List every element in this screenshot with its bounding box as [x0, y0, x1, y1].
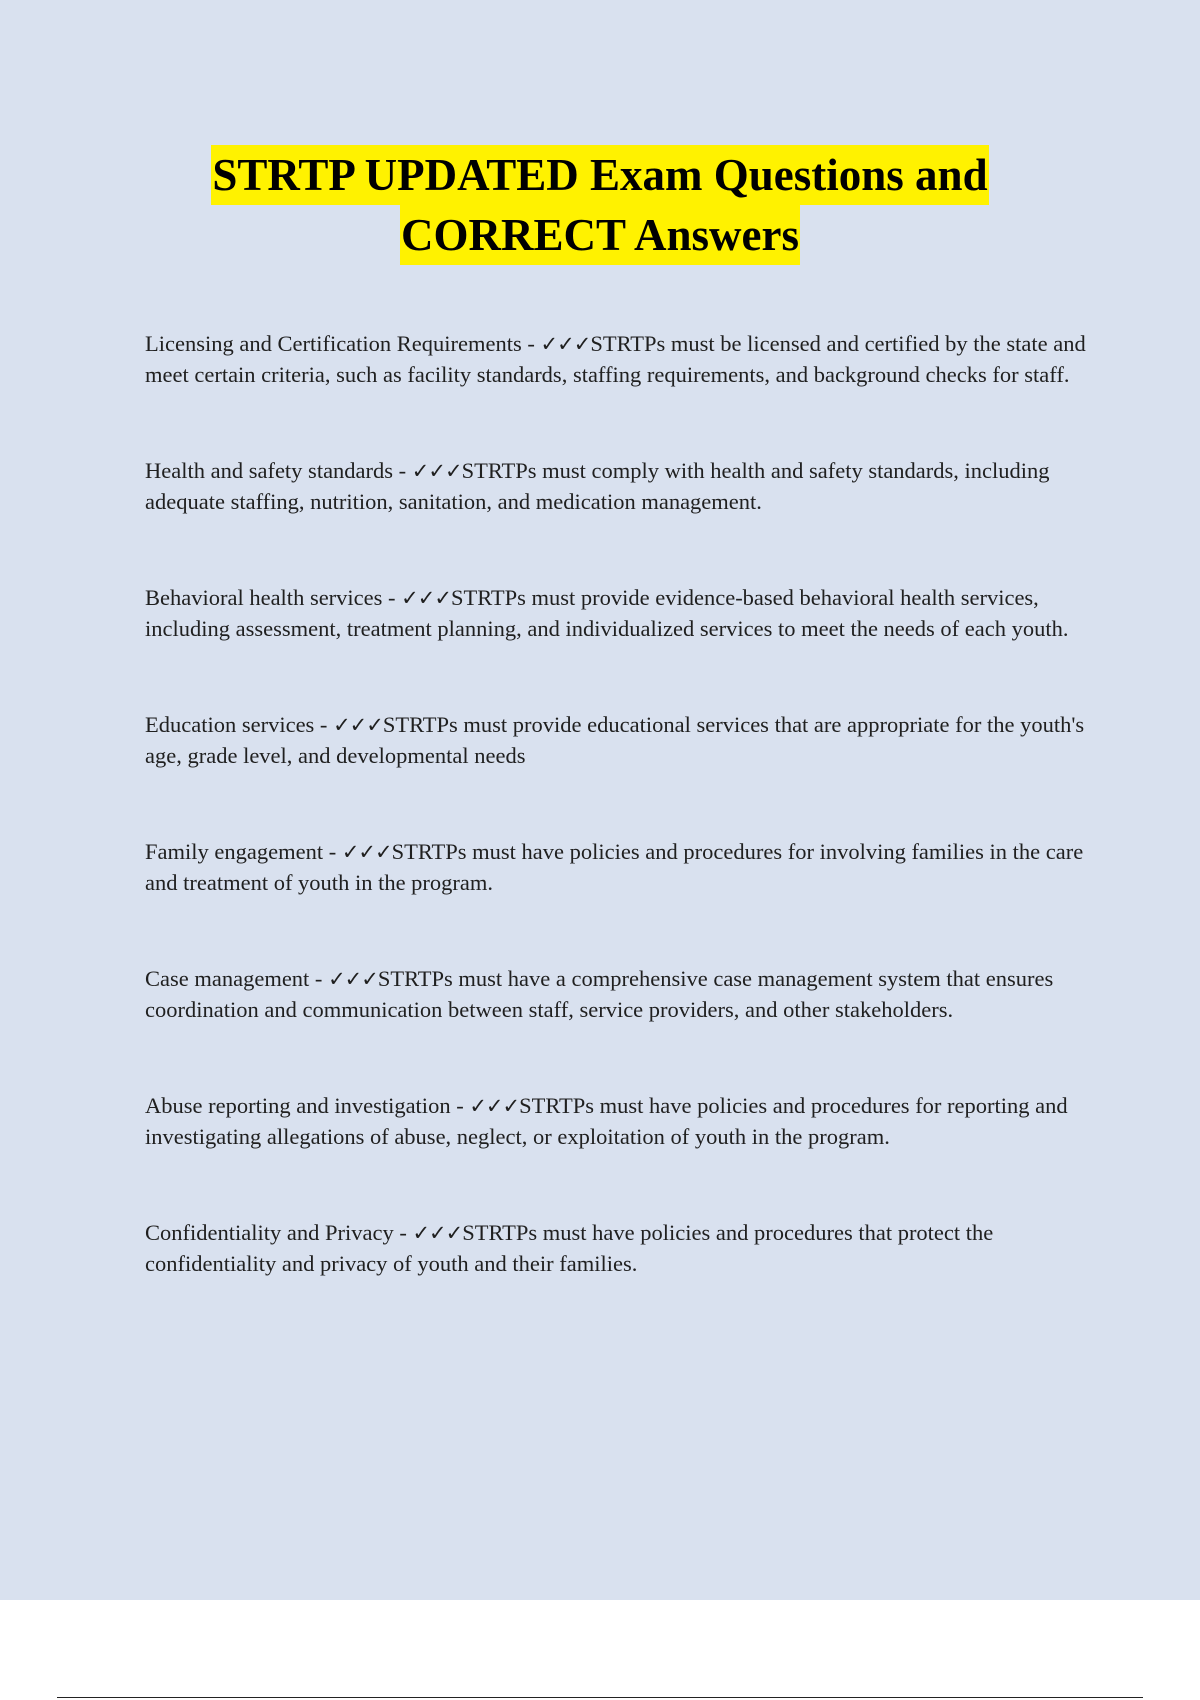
qa-term: Family engagement - — [145, 839, 342, 864]
qa-answer: STRTPs must have a comprehensive case management system that ensures coordination and communication between staff, service providers, and other stakeholders. — [145, 966, 1054, 1022]
qa-item-abuse-reporting — [145, 1091, 1090, 1152]
checkmark-icon: ✓✓✓ — [333, 713, 383, 737]
qa-term: Licensing and Certification Requirements - — [145, 331, 541, 356]
page-divider — [57, 1697, 1143, 1698]
title-line-1: STRTP UPDATED Exam Questions and — [211, 145, 988, 205]
qa-term: Health and safety standards - — [145, 458, 412, 483]
qa-item-licensing — [145, 329, 1090, 390]
qa-item-family-engagement — [145, 837, 1090, 898]
checkmark-icon: ✓✓✓ — [341, 840, 392, 864]
qa-term: Case management - — [145, 966, 329, 991]
qa-item-education — [145, 710, 1090, 771]
qa-answer: STRTPs must provide evidence-based behavioral health services, including assessment, treatment planning, and individualized services to meet the needs of each youth. — [145, 585, 1069, 641]
checkmark-icon: ✓✓✓ — [412, 1221, 463, 1245]
title-line-2: CORRECT Answers — [400, 205, 800, 265]
qa-answer: STRTPs must have policies and procedures for involving families in the care and treatment of youth in the program. — [145, 839, 1084, 895]
qa-item-case-management — [145, 964, 1090, 1025]
qa-term: Behavioral health services - — [145, 585, 402, 610]
checkmark-icon: ✓✓✓ — [328, 967, 378, 991]
qa-item-behavioral-health — [145, 583, 1090, 644]
qa-answer: STRTPs must be licensed and certified by the state and meet certain criteria, such as facility standards, staffing requirements, and background checks for staff. — [145, 331, 1086, 387]
qa-answer: STRTPs must have policies and procedures that protect the confidentiality and privacy of youth and their families. — [145, 1220, 994, 1276]
qa-answer: STRTPs must have policies and procedures for reporting and investigating allegations of abuse, neglect, or exploitation of youth in the program. — [145, 1093, 1068, 1149]
checkmark-icon: ✓✓✓ — [411, 459, 462, 483]
checkmark-icon: ✓✓✓ — [401, 586, 451, 610]
qa-answer: STRTPs must comply with health and safety standards, including adequate staffing, nutrition, sanitation, and medication management. — [145, 458, 1050, 514]
title-text — [211, 145, 988, 265]
document-title — [0, 145, 1200, 265]
qa-term: Confidentiality and Privacy - — [145, 1220, 413, 1245]
qa-item-health-safety — [145, 456, 1090, 517]
checkmark-icon: ✓✓✓ — [540, 332, 591, 356]
qa-list — [145, 329, 1090, 1345]
qa-term: Education services - — [145, 712, 334, 737]
checkmark-icon: ✓✓✓ — [469, 1094, 520, 1118]
qa-item-confidentiality — [145, 1218, 1090, 1279]
qa-answer: STRTPs must provide educational services that are appropriate for the youth's age, grade level, and developmental needs — [145, 712, 1085, 768]
qa-term: Abuse reporting and investigation - — [145, 1093, 470, 1118]
